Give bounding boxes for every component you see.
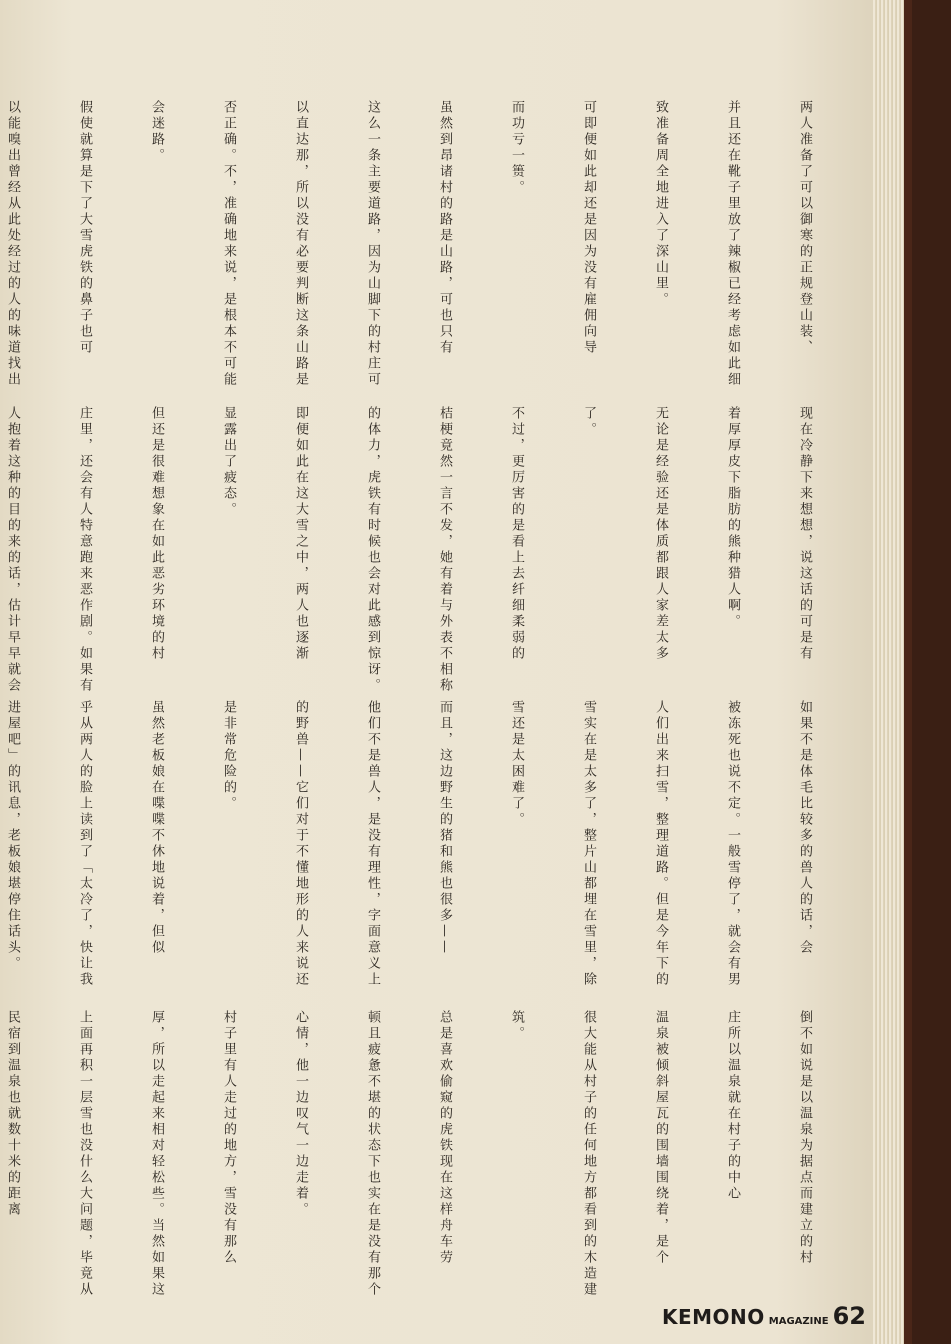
text-line: 否正确。不，准确地来说，是根本不可能 — [221, 100, 236, 388]
text-line: 厚，所以走起来相对轻松些。当然如果这 — [149, 1010, 164, 1298]
text-block-top-left — [5, 406, 864, 694]
text-line: 虽然老板娘在喋喋不休地说着，但似 — [149, 700, 164, 956]
text-line: 顿且疲惫不堪的状态下也实在是没有那个 — [365, 1010, 380, 1298]
text-line: 着厚厚皮下脂肪的熊种猎人啊。 — [725, 406, 740, 630]
text-line: 两人准备了可以御寒的正规登山装、 — [797, 100, 812, 356]
text-line: 很大能从村子的任何地方都看到的木造建 — [581, 1010, 596, 1298]
text-line: 现在冷静下来想想，说这话的可是有 — [797, 406, 812, 662]
text-line: 筑。 — [509, 1010, 524, 1042]
text-line: 的野兽——它们对于不懂地形的人来说还 — [293, 700, 308, 988]
text-line: 是非常危险的。 — [221, 700, 236, 812]
text-line: 他们不是兽人，是没有理性，字面意义上 — [365, 700, 380, 988]
text-line: 不过，更厉害的是看上去纤细柔弱的 — [509, 406, 524, 662]
text-line: 雪实在是太多了，整片山都埋在雪里，除 — [581, 700, 596, 988]
text-block-bottom-left — [5, 1010, 864, 1310]
text-line: 被冻死也说不定。一般雪停了，就会有男 — [725, 700, 740, 988]
text-line: 致准备周全地进入了深山里。 — [653, 100, 668, 308]
text-line: 庄里，还会有人特意跑来恶作剧。如果有 — [77, 406, 92, 694]
text-line: 而且，这边野生的猪和熊也很多—— — [437, 700, 452, 956]
text-line: 但还是很难想象在如此恶劣环境的村 — [149, 406, 164, 662]
text-block-bottom-right — [5, 700, 864, 990]
text-line: 的体力，虎铁有时候也会对此感到惊讶。 — [365, 406, 380, 694]
text-line: 人们出来扫雪，整理道路。但是今年下的 — [653, 700, 668, 988]
text-line: 雪还是太困难了。 — [509, 700, 524, 828]
text-line: 进屋吧」的讯息，老板娘堪停住话头。 — [5, 700, 20, 972]
text-line: 以能嗅出曾经从此处经过的人的味道找出 — [5, 100, 20, 388]
text-line: 会迷路。 — [149, 100, 164, 164]
text-line: 温泉被倾斜屋瓦的围墙围绕着，是个 — [653, 1010, 668, 1266]
text-line: 无论是经验还是体质都跟人家差太多 — [653, 406, 668, 662]
page-number: 62 — [832, 1302, 866, 1330]
text-line: 倒不如说是以温泉为据点而建立的村 — [797, 1010, 812, 1266]
text-line: 村子里有人走过的地方，雪没有那么 — [221, 1010, 236, 1266]
magazine-brand: KEMONO — [661, 1305, 765, 1329]
text-line: 了。 — [581, 406, 596, 438]
text-line: 民宿到温泉也就数十米的距离 — [5, 1010, 20, 1218]
page-footer — [662, 1302, 866, 1330]
text-line: 假使就算是下了大雪虎铁的鼻子也可 — [77, 100, 92, 356]
text-line: 如果不是体毛比较多的兽人的话，会 — [797, 700, 812, 956]
page-edges — [873, 0, 912, 1344]
text-line: 这么一条主要道路，因为山脚下的村庄可 — [365, 100, 380, 388]
text-line: 虽然到昂诸村的路是山路，可也只有 — [437, 100, 452, 356]
text-line: 可即便如此却还是因为没有雇佣向导 — [581, 100, 596, 356]
text-line: 总是喜欢偷窥的虎铁现在这样舟车劳 — [437, 1010, 452, 1266]
text-line: 庄所以温泉就在村子的中心 — [725, 1010, 740, 1202]
magazine-brand-sub: MAGAZINE — [768, 1316, 829, 1327]
text-line: 即便如此在这大雪之中，两人也逐渐 — [293, 406, 308, 662]
text-line: 人抱着这种的目的来的话，估计早早就会 — [5, 406, 20, 694]
text-line: 桔梗竟然一言不发，她有着与外表不相称 — [437, 406, 452, 694]
text-line: 乎从两人的脸上读到了「太冷了，快让我 — [77, 700, 92, 988]
text-block-top-right — [5, 100, 864, 396]
text-line: 显露出了疲态。 — [221, 406, 236, 518]
text-line: 以直达那，所以没有必要判断这条山路是 — [293, 100, 308, 388]
text-line: 而功亏一篑。 — [509, 100, 524, 196]
text-line: 上面再积一层雪也没什么大问题，毕竟从 — [77, 1010, 92, 1298]
text-line: 并且还在靴子里放了辣椒已经考虑如此细 — [725, 100, 740, 388]
text-line: 心情，他一边叹气一边走着。 — [293, 1010, 308, 1218]
